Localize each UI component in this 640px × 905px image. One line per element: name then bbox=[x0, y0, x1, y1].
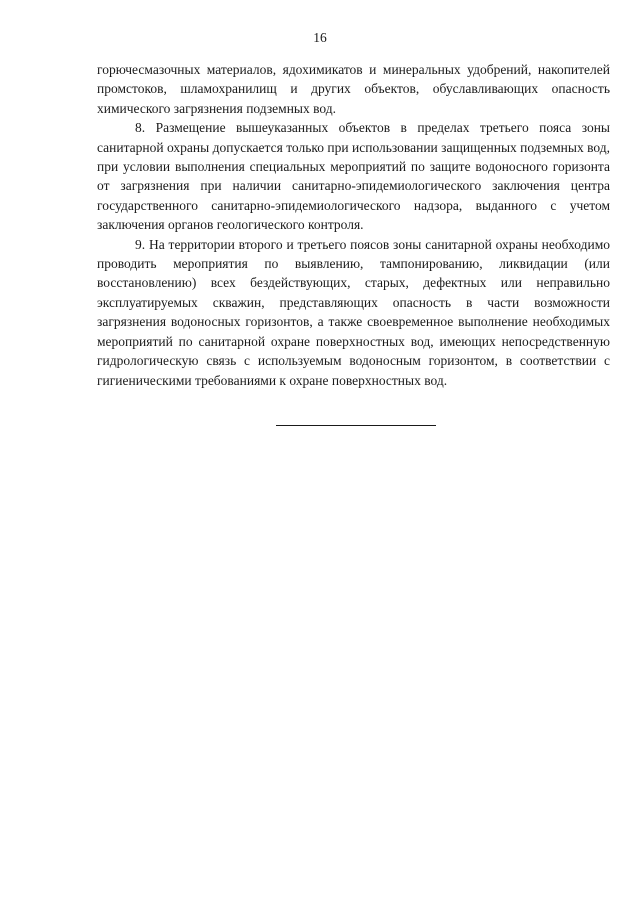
end-divider-line bbox=[276, 425, 436, 426]
paragraph-9: 9. На территории второго и третьего поясов зоны санитарной охраны необходимо проводить мероприятия по выявлению, тампонированию, ликвидации (или восстановлению) всех бездействующих, старых, дефектных или неправильно эксплуатируемых скважин, представляющих опасность в части возможности загрязнения водоносных горизонтов, а также своевременное выполнение необходимых мероприятий по санитарной охране поверхностных вод, имеющих непосредственную гидрологическую связь с используемым водоносным горизонтом, в соответствии с гигиеническими требованиями к охране поверхностных вод. bbox=[97, 236, 610, 388]
page-number: 16 bbox=[313, 30, 327, 45]
paragraph-continuation: горючесмазочных материалов, ядохимикатов и минеральных удобрений, накопителей промстоков, шламохранилищ и других объектов, обуславливающих опасность химического загрязнения подземных вод. bbox=[97, 62, 610, 116]
paragraph-8: 8. Размещение вышеуказанных объектов в пределах третьего пояса зоны санитарной охраны допускается только при использовании защищенных подземных вод, при условии выполнения специальных мероприятий по защите водоносного горизонта от загрязнения при наличии санитарно-эпидемиологического заключения центра государственного санитарно-эпидемиологического надзора, выданного с учетом заключения органов геологического контроля. bbox=[97, 120, 610, 233]
document-body bbox=[97, 60, 610, 390]
